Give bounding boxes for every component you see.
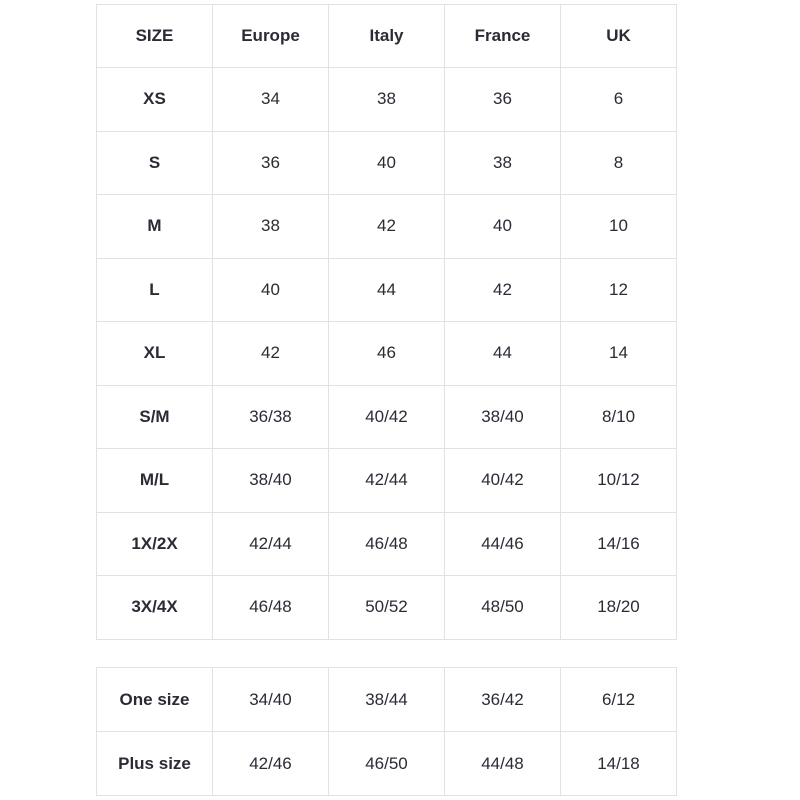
table-body: [97, 68, 677, 640]
table-row: [97, 322, 677, 386]
cell-europe: 34: [213, 68, 329, 132]
cell-italy: 42: [329, 195, 445, 259]
cell-europe: 38/40: [213, 449, 329, 513]
row-label: XL: [97, 322, 213, 386]
cell-france: 44/46: [445, 512, 561, 576]
row-label: M/L: [97, 449, 213, 513]
cell-italy: 46/50: [329, 732, 445, 796]
cell-uk: 10: [561, 195, 677, 259]
cell-europe: 42/46: [213, 732, 329, 796]
cell-france: 38: [445, 131, 561, 195]
cell-europe: 36: [213, 131, 329, 195]
cell-uk: 18/20: [561, 576, 677, 640]
cell-france: 40: [445, 195, 561, 259]
row-label: Plus size: [97, 732, 213, 796]
row-label: S: [97, 131, 213, 195]
cell-europe: 40: [213, 258, 329, 322]
size-conversion-table: [96, 4, 677, 640]
cell-france: 42: [445, 258, 561, 322]
column-header-size: SIZE: [97, 5, 213, 68]
cell-italy: 46/48: [329, 512, 445, 576]
cell-france: 38/40: [445, 385, 561, 449]
cell-france: 36: [445, 68, 561, 132]
row-label: M: [97, 195, 213, 259]
cell-italy: 40/42: [329, 385, 445, 449]
cell-france: 36/42: [445, 668, 561, 732]
table-row: [97, 576, 677, 640]
row-label: 1X/2X: [97, 512, 213, 576]
column-header-italy: Italy: [329, 5, 445, 68]
cell-uk: 6: [561, 68, 677, 132]
cell-europe: 34/40: [213, 668, 329, 732]
cell-uk: 8/10: [561, 385, 677, 449]
cell-uk: 6/12: [561, 668, 677, 732]
table-header-row: [97, 5, 677, 68]
cell-italy: 44: [329, 258, 445, 322]
cell-italy: 42/44: [329, 449, 445, 513]
column-header-france: France: [445, 5, 561, 68]
table-row: [97, 732, 677, 796]
cell-europe: 36/38: [213, 385, 329, 449]
row-label: One size: [97, 668, 213, 732]
cell-uk: 8: [561, 131, 677, 195]
cell-italy: 50/52: [329, 576, 445, 640]
table-body: [97, 668, 677, 796]
cell-italy: 46: [329, 322, 445, 386]
row-label: L: [97, 258, 213, 322]
cell-italy: 38: [329, 68, 445, 132]
cell-france: 44/48: [445, 732, 561, 796]
cell-france: 44: [445, 322, 561, 386]
cell-europe: 42/44: [213, 512, 329, 576]
cell-uk: 14: [561, 322, 677, 386]
row-label: S/M: [97, 385, 213, 449]
cell-europe: 42: [213, 322, 329, 386]
row-label: XS: [97, 68, 213, 132]
one-size-conversion-table: [96, 667, 677, 796]
table-header: [97, 5, 677, 68]
table-row: [97, 512, 677, 576]
table-row: [97, 68, 677, 132]
cell-france: 40/42: [445, 449, 561, 513]
table-row: [97, 668, 677, 732]
cell-italy: 38/44: [329, 668, 445, 732]
cell-uk: 14/16: [561, 512, 677, 576]
cell-uk: 12: [561, 258, 677, 322]
row-label: 3X/4X: [97, 576, 213, 640]
cell-uk: 14/18: [561, 732, 677, 796]
table-row: [97, 385, 677, 449]
cell-france: 48/50: [445, 576, 561, 640]
column-header-europe: Europe: [213, 5, 329, 68]
cell-europe: 38: [213, 195, 329, 259]
table-row: [97, 131, 677, 195]
cell-italy: 40: [329, 131, 445, 195]
column-header-uk: UK: [561, 5, 677, 68]
table-row: [97, 195, 677, 259]
cell-europe: 46/48: [213, 576, 329, 640]
cell-uk: 10/12: [561, 449, 677, 513]
table-row: [97, 258, 677, 322]
table-row: [97, 449, 677, 513]
